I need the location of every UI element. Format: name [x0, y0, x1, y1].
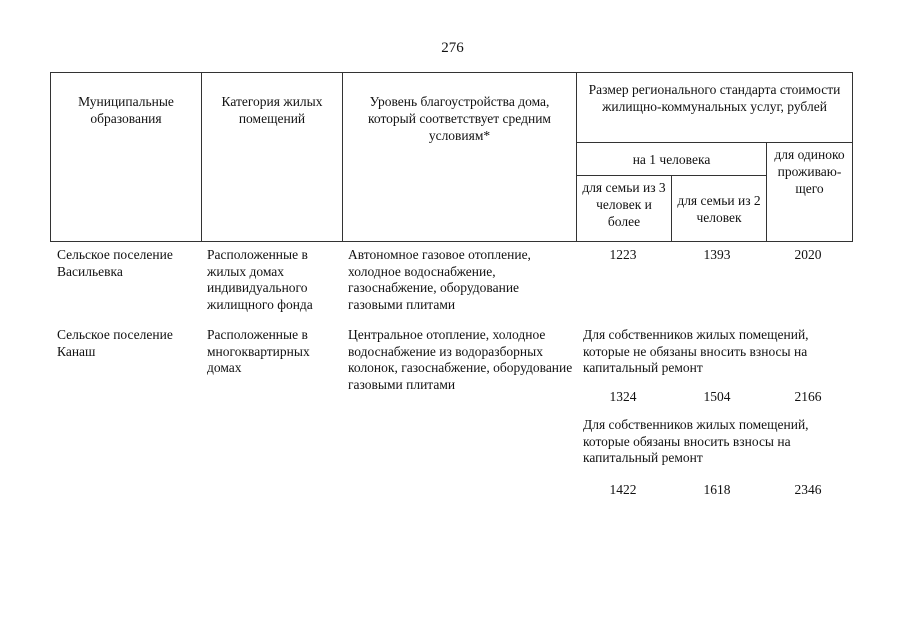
- row2b-value-family2: 1618: [703, 482, 731, 497]
- row2a-value-family3: 1324: [609, 389, 637, 404]
- header-per-person: на 1 человека: [577, 143, 767, 176]
- row2b-value-family3: 1422: [609, 482, 637, 497]
- header-level: Уровень благоустройства дома, который соответствует средним условиям*: [343, 73, 577, 242]
- row2-note-b: Для собственников жилых помещений, которые обязаны вносить взносы на капитальный ремонт: [583, 417, 809, 465]
- header-standard: Размер регионального стандарта стоимости жилищно-коммунальных услуг, рублей: [577, 73, 853, 143]
- row2-municipality: Сельское поселение Канаш: [57, 327, 173, 359]
- row2-note-a: Для собственников жилых помещений, которые не обязаны вносить взносы на капитальный ремонт: [583, 327, 809, 375]
- row2b-value-single: 2346: [794, 482, 822, 497]
- row2a-value-single: 2166: [794, 389, 822, 404]
- row2-level: Центральное отопление, холодное водоснабжение из водоразборных колонок, газоснабжение, оборудование газовыми плитами: [348, 327, 573, 392]
- header-municipality: Муниципальные образования: [51, 73, 202, 242]
- row2a-value-family2: 1504: [703, 389, 731, 404]
- row1-value-single: 2020: [794, 247, 822, 262]
- header-single: для одиноко проживаю-щего: [767, 143, 853, 242]
- header-family2: для семьи из 2 человек: [672, 176, 767, 242]
- row1-municipality: Сельское поселение Васильевка: [57, 247, 173, 279]
- row1-value-family2: 1393: [703, 247, 731, 262]
- header-family3: для семьи из 3 человек и более: [577, 176, 672, 242]
- table-header: [50, 72, 853, 242]
- row1-category: Расположенные в жилых домах индивидуального жилищного фонда: [207, 247, 313, 312]
- header-category: Категория жилых помещений: [202, 73, 343, 242]
- row1-value-family3: 1223: [609, 247, 637, 262]
- row2-category: Расположенные в многоквартирных домах: [207, 327, 310, 375]
- row1-level: Автономное газовое отопление, холодное водоснабжение, газоснабжение, оборудование газовыми плитами: [348, 247, 531, 312]
- page-number: 276: [441, 40, 464, 56]
